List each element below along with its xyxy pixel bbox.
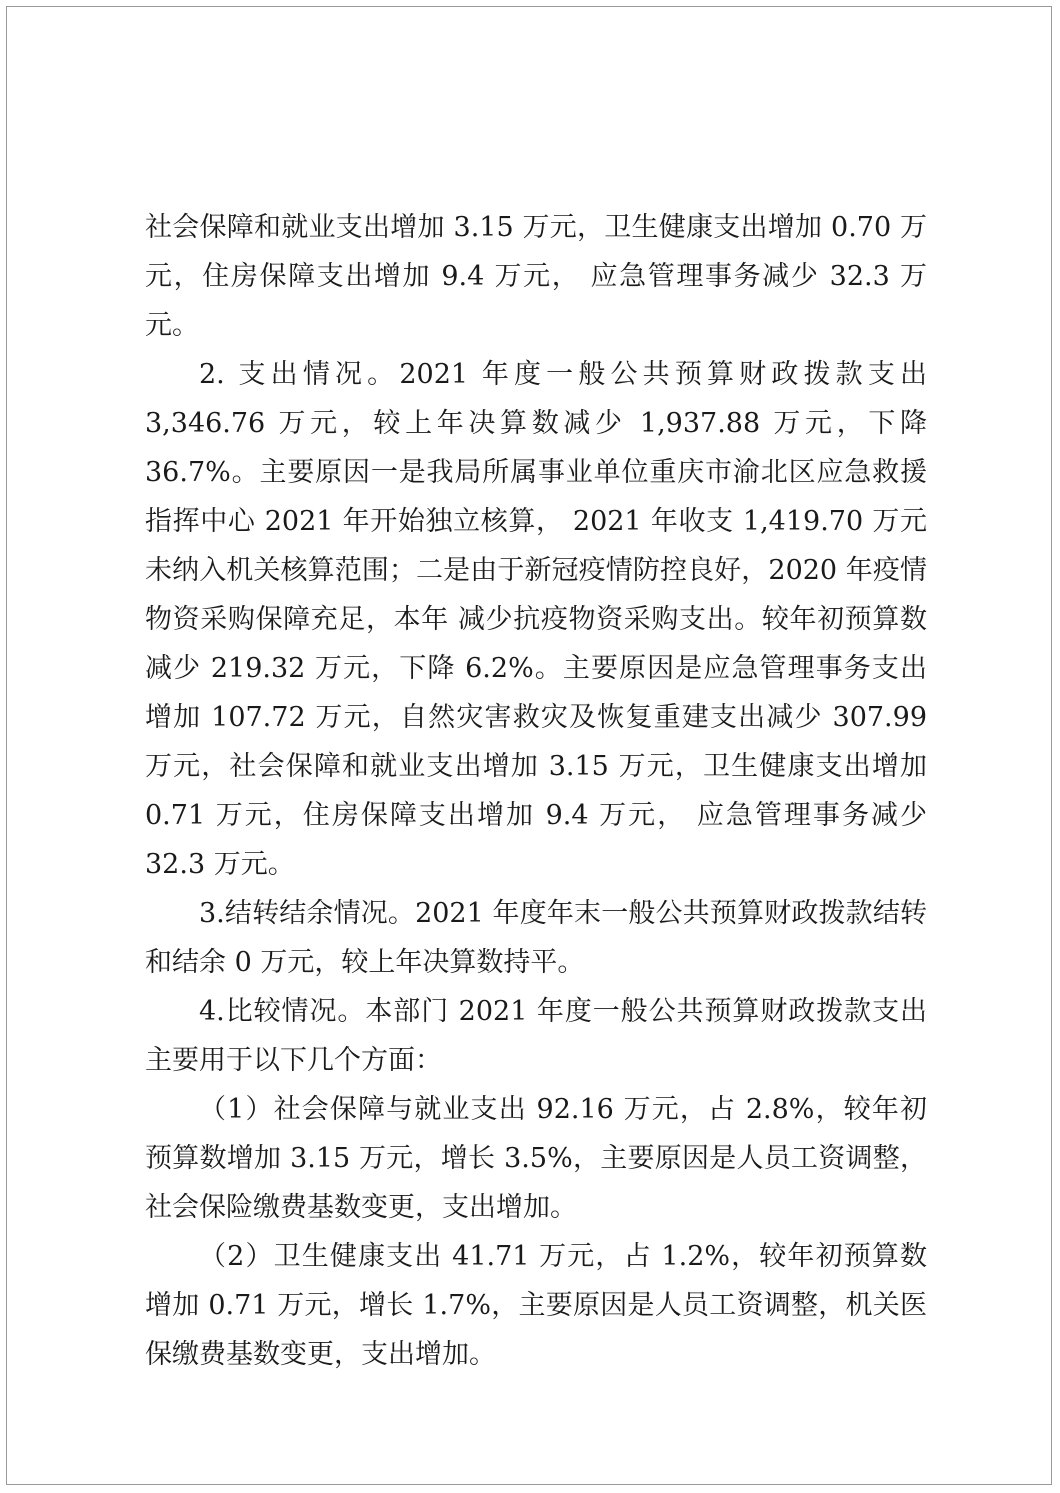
- document-page: [6, 6, 1052, 1485]
- paragraph-carryover: 3.结转结余情况。2021 年度年末一般公共预算财政拨款结转和结余 0 万元，较上年决算数持平。: [145, 898, 927, 978]
- paragraph-item-1-social-security: （1）社会保障与就业支出 92.16 万元，占 2.8%，较年初预算数增加 3.15 万元，增长 3.5%，主要原因是人员工资调整，社会保险缴费基数变更，支出增加。: [145, 1094, 927, 1223]
- paragraph-item-2-health: （2）卫生健康支出 41.71 万元，占 1.2%，较年初预算数增加 0.71 万元，增长 1.7%，主要原因是人员工资调整，机关医保缴费基数变更，支出增加。: [145, 1241, 927, 1370]
- paragraph-social-security-summary: 社会保障和就业支出增加 3.15 万元，卫生健康支出增加 0.70 万元，住房保障支出增加 9.4 万元， 应急管理事务减少 32.3 万元。: [145, 212, 927, 341]
- paragraph-comparison: 4.比较情况。本部门 2021 年度一般公共预算财政拨款支出主要用于以下几个方面：: [145, 996, 927, 1076]
- paragraph-expenditure: 2. 支出情况。2021 年度一般公共预算财政拨款支出 3,346.76 万元，较上年决算数减少 1,937.88 万元，下降 36.7%。主要原因一是我局所属事业单位重庆市渝北区应急救援指挥中心 2021 年开始独立核算， 2021 年收支 1,419.70 万元未纳入机关核算范围；二是由于新冠疫情防控良好，2020 年疫情物资采购保障充足，本年 减少抗疫物资采购支出。较年初预算数减少 219.32 万元，下降 6.2%。主要原因是应急管理事务支出增加 107.72 万元，自然灾害救灾及恢复重建支出减少 307.99 万元，社会保障和就业支出增加 3.15 万元，卫生健康支出增加 0.71 万元，住房保障支出增加 9.4 万元， 应急管理事务减少 32.3 万元。: [145, 359, 927, 880]
- document-body: [145, 203, 927, 1379]
